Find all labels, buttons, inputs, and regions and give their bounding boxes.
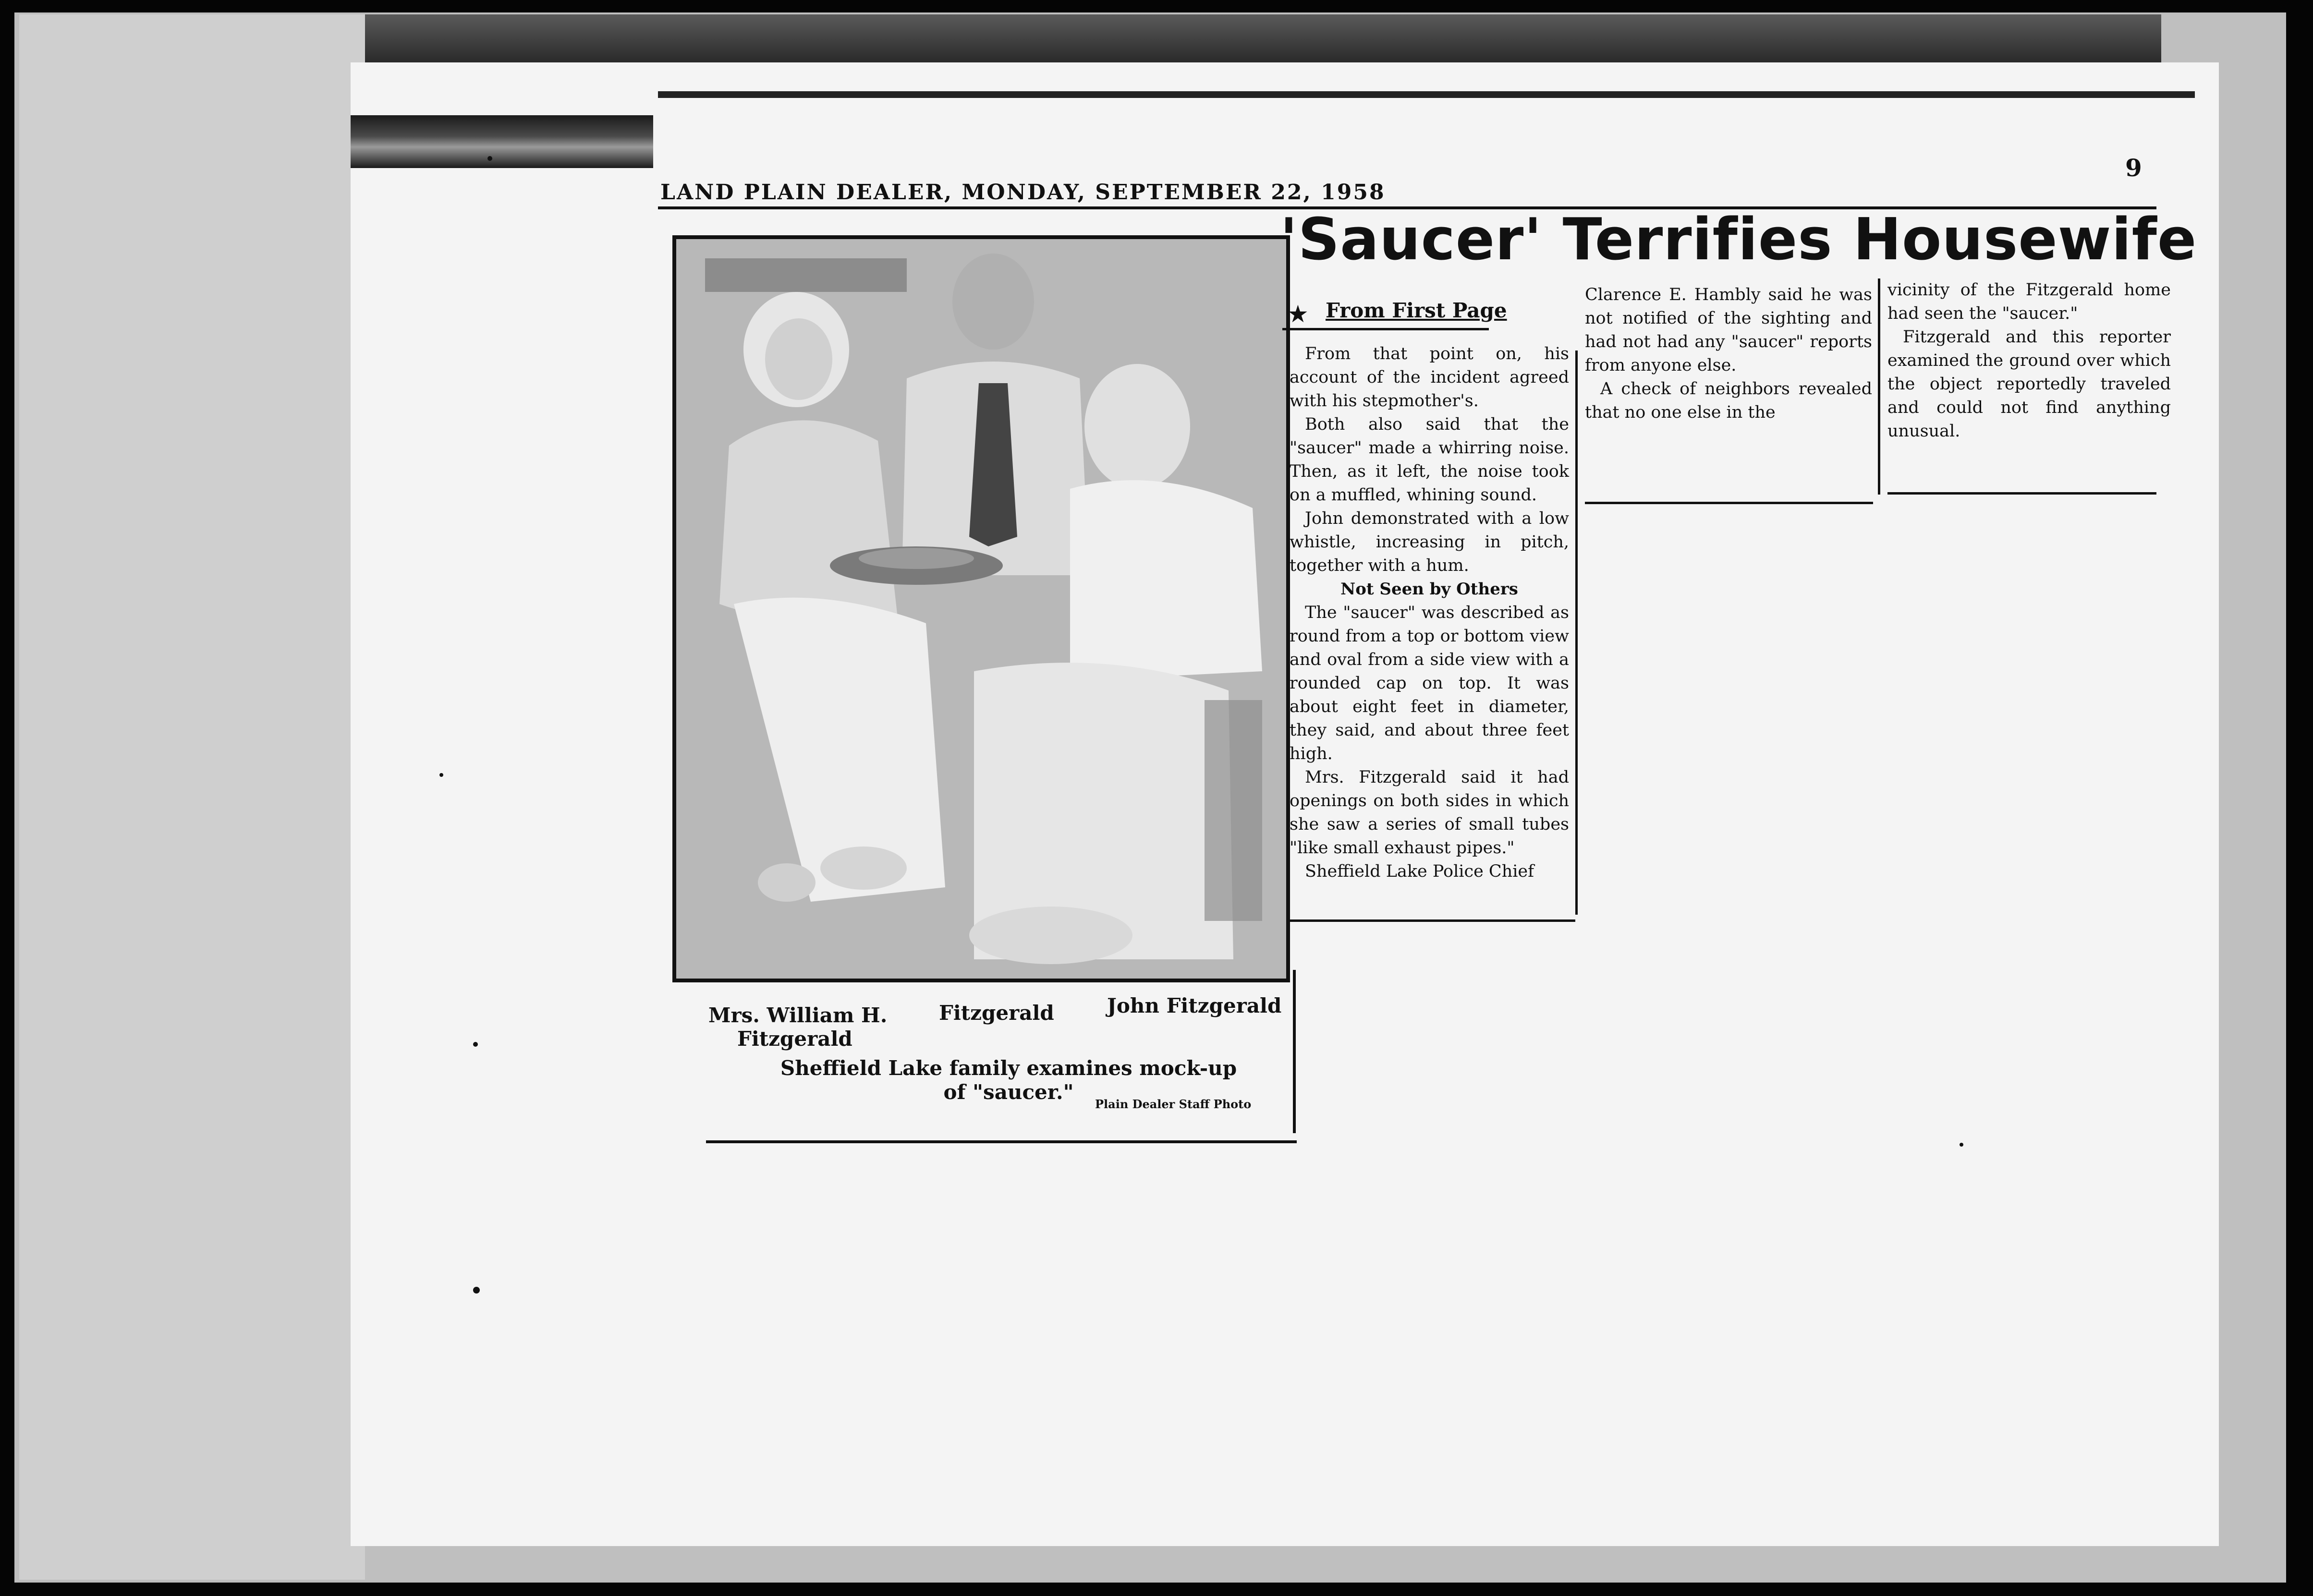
star-icon: ★ <box>1287 300 1309 328</box>
column-rule <box>1575 351 1578 915</box>
caption-box-rule <box>1293 970 1296 1133</box>
article-headline: 'Saucer' Terrifies Housewife <box>1280 206 2197 273</box>
column-end-rule <box>1585 502 1873 504</box>
scan-left-panel <box>19 14 365 1580</box>
caption-name-line: Fitzgerald <box>737 1027 852 1051</box>
top-tear <box>658 91 2195 98</box>
article-paragraph: John demonstrated with a low whistle, increasing in pitch, together with a hum. <box>1290 509 1569 575</box>
article-paragraph: A check of neighbors revealed that no one else in the <box>1585 379 1872 422</box>
photo-caption: Sheffield Lake family examines mock-up of "saucer." <box>780 1056 1237 1104</box>
dust-speck <box>473 1287 480 1294</box>
photo-credit: Plain Dealer Staff Photo <box>1095 1097 1252 1111</box>
news-photo <box>672 235 1290 982</box>
article-column-2 <box>1585 283 1872 424</box>
column-end-rule <box>1287 919 1575 922</box>
caption-name-mrs-fitzgerald <box>708 1004 887 1051</box>
article-paragraph: Clarence E. Hambly said he was not notified of the sighting and had not had any "saucer" reports from anyone else. <box>1585 285 1872 375</box>
jump-label: From First Page <box>1326 299 1507 322</box>
article-paragraph: Sheffield Lake Police Chief <box>1305 862 1534 881</box>
scan-top-band <box>365 14 2161 62</box>
dust-speck <box>1960 1143 1963 1147</box>
caption-box-rule <box>706 1140 1297 1143</box>
torn-edge <box>351 115 653 168</box>
article-column-3 <box>1887 278 2171 443</box>
article-subhead: Not Seen by Others <box>1340 580 1518 599</box>
article-paragraph: Fitzgerald and this reporter examined the ground over which the object reportedly traveled and could not find anything unusual. <box>1887 327 2171 441</box>
article-paragraph: Both also said that the "saucer" made a whirring noise. Then, as it left, the noise took on a muffled, whining sound. <box>1290 415 1569 505</box>
photo-illustration <box>676 239 1286 979</box>
column-end-rule <box>1887 492 2156 495</box>
article-paragraph: vicinity of the Fitzgerald home had seen the "saucer." <box>1887 280 2171 323</box>
jump-rule <box>1282 328 1489 330</box>
dust-speck <box>439 773 443 777</box>
article-paragraph: Mrs. Fitzgerald said it had openings on both sides in which she saw a series of small tubes "like small exhaust pipes." <box>1290 768 1569 858</box>
masthead-line: LAND PLAIN DEALER, MONDAY, SEPTEMBER 22, 1958 <box>660 180 1386 205</box>
newspaper-clipping <box>351 62 2219 1546</box>
dust-speck <box>487 156 492 161</box>
caption-name-line: Mrs. William H. <box>708 1004 888 1027</box>
article-paragraph: The "saucer" was described as round from a top or bottom view and oval from a side view with a rounded cap on top. It was about eight feet in diameter, they said, and about three feet high. <box>1290 603 1569 763</box>
page-number: 9 <box>2125 154 2142 182</box>
dust-speck <box>473 1042 478 1047</box>
article-column-1 <box>1290 342 1569 883</box>
caption-name-fitzgerald: Fitzgerald <box>939 1001 1054 1025</box>
article-paragraph: From that point on, his account of the incident agreed with his stepmother's. <box>1290 344 1569 411</box>
column-rule <box>1878 278 1880 495</box>
caption-name-john-fitzgerald: John Fitzgerald <box>1107 994 1282 1017</box>
